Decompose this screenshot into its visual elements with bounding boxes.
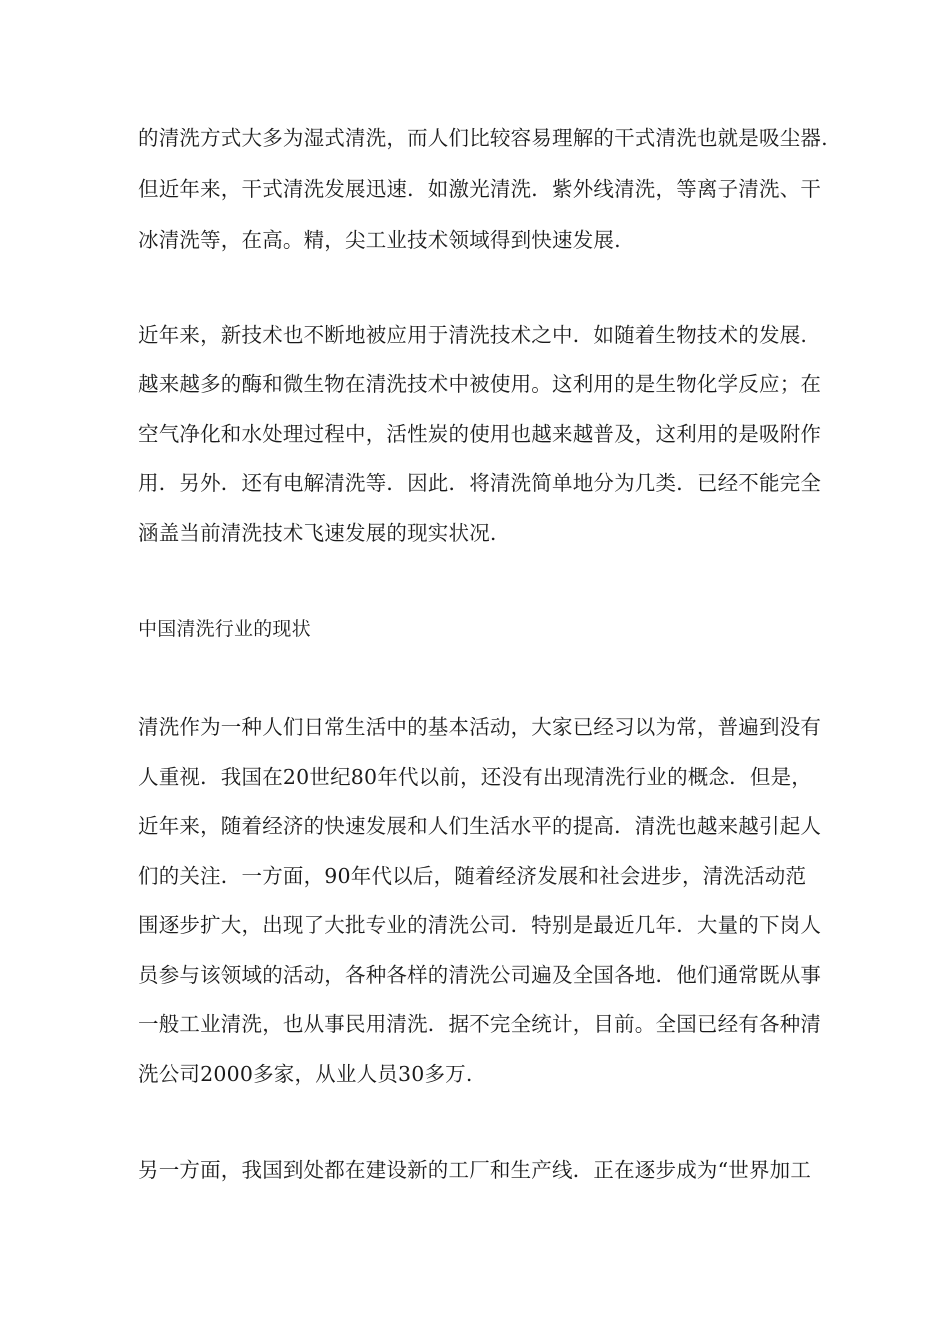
section-heading: 中国清洗行业的现状 (138, 618, 311, 640)
paragraph-1-line-2: 但近年来，干式清洗发展迅速．如激光清洗．紫外线清洗，等离子清洗、干 (138, 177, 822, 201)
paragraph-3-line-3: 近年来，随着经济的快速发展和人们生活水平的提高．清洗也越来越引起人 (138, 814, 822, 838)
paragraph-3-line-6: 员参与该领域的活动，各种各样的清洗公司遍及全国各地．他们通常既从事 (138, 963, 822, 987)
paragraph-3-line-8: 洗公司2000多家，从业人员30多万. (138, 1062, 473, 1086)
paragraph-3-line-5: 围逐步扩大，出现了大批专业的清洗公司．特别是最近几年．大量的下岗人 (138, 913, 822, 937)
paragraph-3-line-2: 人重视．我国在20世纪80年代以前，还没有出现清洗行业的概念．但是， (138, 765, 812, 789)
paragraph-4-line-1: 另一方面，我国到处都在建设新的工厂和生产线．正在逐步成为“世界加工 (138, 1158, 812, 1182)
paragraph-3-line-4: 们的关注．一方面，90年代以后，随着经济发展和社会进步，清洗活动范 (138, 864, 807, 888)
paragraph-2-line-3: 空气净化和水处理过程中，活性炭的使用也越来越普及，这利用的是吸附作 (138, 422, 822, 446)
paragraph-3-line-1: 清洗作为一种人们日常生活中的基本活动，大家已经习以为常，普遍到没有 (138, 715, 822, 739)
paragraph-2-line-5: 涵盖当前清洗技术飞速发展的现实状况. (138, 521, 497, 545)
paragraph-2-line-2: 越来越多的酶和微生物在清洗技术中被使用。这利用的是生物化学反应；在 (138, 372, 822, 396)
paragraph-2-line-4: 用．另外．还有电解清洗等．因此．将清洗简单地分为几类．已经不能完全 (138, 471, 822, 495)
paragraph-1-line-3: 冰清洗等，在高。精，尖工业技术领域得到快速发展. (138, 228, 621, 252)
paragraph-3-line-7: 一般工业清洗，也从事民用清洗．据不完全统计，目前。全国已经有各种清 (138, 1012, 822, 1036)
paragraph-1-line-1: 的清洗方式大多为湿式清洗，而人们比较容易理解的干式清洗也就是吸尘器. (138, 126, 828, 150)
paragraph-2-line-1: 近年来，新技术也不断地被应用于清洗技术之中．如随着生物技术的发展. (138, 323, 808, 347)
